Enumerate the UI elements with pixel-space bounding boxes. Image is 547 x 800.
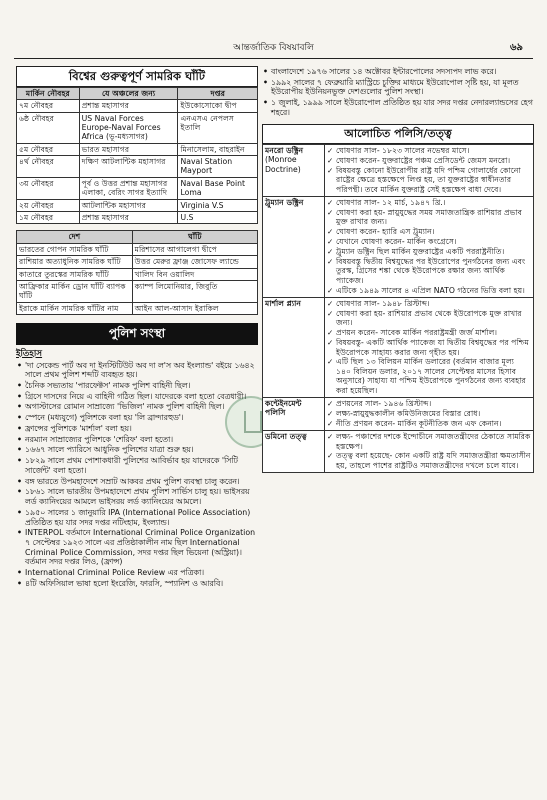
table-cell: Naval Station Mayport <box>178 156 258 178</box>
list-item: • ১৮৬১ সালে ভারতীয় উপমহাদেশে প্রথম পুলিশ সার্ভিস চালু হয়। ভাইসরয় লর্ড ক্যানিংয়ের আমলে ভাইসরয় লর্ড ক্যানিংয়ের আমলে। <box>16 487 258 506</box>
policy-points <box>327 146 531 194</box>
country-bases-table <box>16 230 258 315</box>
table-cell: Naval Base Point Loma <box>178 177 258 199</box>
policy-point: ✓ বিষয়বস্তু- একটি আর্থিক প্যাকেজ যা দ্বিতীয় বিশ্বযুদ্ধের পর পশ্চিম ইউরোপকে সাহায্য করার জন্য গৃহীত হয়। <box>327 338 531 357</box>
policy-points <box>327 399 531 428</box>
table-cell: ২য় নৌবহর <box>17 199 80 211</box>
policy-point: ✓ নীতি প্রণয়ন করেন- মার্কিন কূটনীতিক জন এফ কেনান। <box>327 419 531 428</box>
policy-name: মার্শাল প্ল্যান <box>265 298 301 308</box>
table-row <box>17 177 258 199</box>
table-row <box>17 143 258 155</box>
policy-name-cell <box>263 297 325 397</box>
policy-point: ✓ এটিকে ১৯৪৯ সালের ৪ এপ্রিল NATO গঠনের ভিত্তি বলা হয়। <box>327 286 531 295</box>
policy-point: ✓ তত্ত্ব বলা হয়েছে- কোন একটি রাষ্ট্র যদি সমাজতন্ত্রীরা ক্ষমতাসীন হয়, তাহলে পাশের রাষ্ট্রটিও সমাজতন্ত্রীদের দখলে চলে যাবে। <box>327 451 531 470</box>
policy-name: মনরো ডক্ট্রিন <box>265 145 304 155</box>
policy-row <box>263 430 534 472</box>
table-row <box>17 256 258 268</box>
list-item: • ১৬৬৭ সালে প্যারিসে আধুনিক পুলিশের যাত্রা শুরু হয়। <box>16 445 258 455</box>
policy-points-cell <box>325 397 534 430</box>
table-cell: পূর্ব ও উত্তর প্রশান্ত মহাসাগর এলাকা, বেরিং সাগর ইত্যাদি <box>79 177 178 199</box>
list-item: • অগাস্টাসের রোমান সাম্রাজ্যে 'ভিজিল' নামক পুলিশ বাহিনী ছিল। <box>16 402 258 412</box>
policy-point: ✓ লক্ষ্য- পঞ্চাশের দশকে ইন্দোচীনে সমাজতন্ত্রীদের ঠেকাতে সামরিক হস্তক্ষেপ। <box>327 432 531 451</box>
table-row <box>17 302 258 314</box>
table-row <box>17 212 258 224</box>
table-row <box>17 112 258 143</box>
table-row <box>17 199 258 211</box>
list-item: • গ্রিসে দাসদের নিয়ে এ বাহিনী গঠিত ছিল। যাদেরকে বলা হতো বেত্রধারী। <box>16 392 258 402</box>
table-cell: এনএসএ নেপলস ইতালি <box>178 112 258 143</box>
policy-point: ✓ যেখানে ঘোষণা করেন- মার্কিন কংগ্রেসে। <box>327 237 531 246</box>
policy-point: ✓ ট্রুম্যান ডক্ট্রিন ছিল মার্কিন যুক্তরাষ্ট্রের একটি পররাষ্ট্রনীতি। <box>327 247 531 256</box>
table-cell: U.S <box>178 212 258 224</box>
table-cell: মিনাসেলাম, বাহরাইন <box>178 143 258 155</box>
list-item: • ১৯৫০ সালের ১ জানুয়ারি IPA (International Police Association) প্রতিষ্ঠিত হয় যার সদর দপ্তর নটিংহাম, ইংল্যান্ড। <box>16 508 258 527</box>
policy-points-cell <box>325 297 534 397</box>
list-item: • স্পেনে (মধ্যযুগে) পুলিশকে বলা হয় 'লি ব্রান্দারহুড'। <box>16 413 258 423</box>
policy-name: কন্টেইনমেন্ট পলিসি <box>265 398 302 417</box>
list-item: • বাংলাদেশে ১৯৭৬ সালের ১৪ অক্টোবর ইন্টারপোলের সদস্যপদ লাভ করে। <box>262 67 534 77</box>
policy-subname: (Monroe Doctrine) <box>265 155 301 174</box>
policy-point: ✓ বিষয়বস্তু দ্বিতীয় বিশ্বযুদ্ধের পর ইউরোপের পুনর্গঠনের জন্য এবং তুরস্ক, গ্রিসের শঙ্কা থেকে ইউরোপকে রক্ষার জন্য আর্থিক প্যাকেজ। <box>327 257 531 285</box>
fleet-header-hq: দপ্তর <box>178 87 258 99</box>
policy-point: ✓ ঘোষণার সাল- ১২ মার্চ, ১৯৪৭ খ্রি.। <box>327 198 531 207</box>
table-cell: উত্তর মেরুর ফ্রাঞ্জ জোসেফ ল্যান্ডে <box>132 256 257 268</box>
history-heading: ইতিহাস <box>16 348 43 359</box>
table-cell: ৭ম নৌবহর <box>17 100 80 112</box>
policy-point: ✓ এটি ছিল ১৩ বিলিয়ন মার্কিন ডলারের (বর্তমান বাজার মূল্য ১৪০ বিলিয়ন ডলার, ২০১৭ সালের সেপ্টেম্বর মাসের হিসাব অনুসারে) সাহায্য যা পশ্চিম ইউরোপকে পুনর্গঠনের জন্য ব্যবহার করা হয়েছিল। <box>327 357 531 395</box>
bases-section-title: বিশ্বের গুরুত্বপূর্ণ সামরিক ঘাঁটি <box>16 66 258 87</box>
policy-point: ✓ প্রণয়ন করেন- সাবেক মার্কিন পররাষ্ট্রমন্ত্রী জর্জ মার্শাল। <box>327 328 531 337</box>
interpol-europol-list <box>262 67 534 118</box>
running-head-title: আন্তর্জাতিক বিষয়াবলি <box>233 43 314 53</box>
policy-point: ✓ ঘোষণার সাল- ১৯৪৮ খ্রিস্টাব্দ। <box>327 299 531 308</box>
policy-name-cell <box>263 196 325 297</box>
policy-row <box>263 196 534 297</box>
table-cell: ৬ষ্ঠ নৌবহর <box>17 112 80 143</box>
table-row <box>17 100 258 112</box>
table-row <box>17 280 258 302</box>
table-cell: কাতারে তুরস্কের সামরিক ঘাঁটি <box>17 268 133 280</box>
country-header-country: দেশ <box>17 231 133 243</box>
table-cell: আইন আল-আসাদ ইরাকিল <box>132 302 257 314</box>
table-row <box>17 268 258 280</box>
policy-point: ✓ ঘোষণা করেন- হ্যারি এস ট্রুম্যান। <box>327 227 531 236</box>
fleet-header-fleet: মার্কিন নৌবহর <box>17 87 80 99</box>
table-cell: ইউকোসোকো দ্বীপ <box>178 100 258 112</box>
list-item: • International Criminal Police Review এর পত্রিকা। <box>16 568 258 578</box>
table-cell: ইরাকে মার্কিন সামরিক ঘাঁটির নাম <box>17 302 133 314</box>
table-cell: ক্যাম্প লিমোনিয়ার, জিবুতি <box>132 280 257 302</box>
table-cell: প্রশান্ত মহাসাগর <box>79 100 178 112</box>
policy-points <box>327 432 531 470</box>
policy-name-cell <box>263 397 325 430</box>
table-cell: আটলান্টিক মহাসাগর <box>79 199 178 211</box>
table-cell: ভারতের গোপন সামরিক ঘাঁটি <box>17 243 133 255</box>
table-cell: ৫ম নৌবহর <box>17 143 80 155</box>
policy-name-cell <box>263 430 325 472</box>
policy-point: ✓ প্রণয়নের সাল- ১৯৪৬ খ্রিস্টাব্দ। <box>327 399 531 408</box>
table-cell: মরিশাসের আগালেগা দ্বীপে <box>132 243 257 255</box>
policy-row <box>263 397 534 430</box>
table-cell: ভারত মহাসাগর <box>79 143 178 155</box>
fleet-header-region: যে অঞ্চলের জন্য <box>79 87 178 99</box>
list-item: • ১ জুলাই, ১৯৯৯ সালে ইউরোপোল প্রতিষ্ঠিত হয় যার সদর দপ্তর নেদারল্যান্ডসের হেগ শহরে। <box>262 98 534 117</box>
list-item: • 'দা সেকেন্ড পার্ট অব দা ইনস্টিটিউট অব দা ল'স অব ইংল্যান্ড' বইয়ে ১৬৪২ সালে প্রথম পুলিশ শব্দটি ব্যবহৃত হয়। <box>16 361 258 380</box>
table-cell: ৩য় নৌবহর <box>17 177 80 199</box>
policy-row <box>263 144 534 196</box>
running-head <box>14 43 533 59</box>
policy-name: ট্রুম্যান ডক্ট্রিন <box>265 197 304 207</box>
policy-point: ✓ বিষয়বস্তু কোনো ইউরোপীয় রাষ্ট্র যদি পশ্চিম গোলার্ধের কোনো রাষ্ট্রের ক্ষেত্রে হস্তক্ষেপে লিপ্ত হয়, তা যুক্তরাষ্ট্রের স্বাধীনতার পরিপন্থী। তবে মার্কিন যুক্তরাষ্ট্র সেই হস্তক্ষেপ বাধা দেবে। <box>327 166 531 194</box>
fleet-table <box>16 87 258 225</box>
policy-point: ✓ লক্ষ্য-স্নায়ুযুদ্ধকালীন কমিউনিজমের বিস্তার রোধ। <box>327 409 531 418</box>
policy-point: ✓ ঘোষণার সাল- ১৮২৩ সালের নভেম্বর মাসে। <box>327 146 531 155</box>
table-row <box>17 156 258 178</box>
policy-point: ✓ ঘোষণা করেন- যুক্তরাষ্ট্রের পঞ্চম প্রেসিডেন্ট জেমস মনরো। <box>327 156 531 165</box>
policy-table <box>262 144 534 473</box>
policy-name: ডমিনো তত্ত্ব <box>265 431 307 441</box>
list-item: • ফ্রান্সের পুলিশকে 'মার্শাল' বলা হয়। <box>16 424 258 434</box>
list-item: • বঙ্গ ভারতে উপমহাদেশে সম্রাট আকবর প্রথম পুলিশ ব্যবস্থা চালু করেন। <box>16 477 258 487</box>
table-cell: US Naval Forces Europe-Naval Forces Africa (ভূ-মধ্যসাগর) <box>79 112 178 143</box>
list-item: • চৈনিক সভ্যতায় 'পারফেক্টস' নামক পুলিশ বাহিনী ছিল। <box>16 381 258 391</box>
table-cell: রাশিয়ার অত্যাধুনিক সামরিক ঘাঁটি <box>17 256 133 268</box>
policy-section-title: আলোচিত পলিসি/তত্ত্ব <box>262 124 534 144</box>
table-cell: ১ম নৌবহর <box>17 212 80 224</box>
list-item: • ১৮২৯ সালে প্রথম পোশাকধারী পুলিশের আবির্ভাব হয় যাদেরকে 'সিটি সার্জেন্ট' বলা হতো। <box>16 456 258 475</box>
policy-point: ✓ ঘোষণা করা হয়- রাশিয়ার প্রভাব থেকে ইউরোপকে মুক্ত রাখার জন্য। <box>327 309 531 328</box>
list-item: • INTERPOL বর্তমানে International Criminal Police Organization ৭ সেপ্টেম্বর ১৯২৩ সালে এর প্রতিষ্ঠাকালীন নাম ছিল International Criminal Police Commission, সদর দপ্তর ছিল ভিয়েনা (অস্ট্রিয়া)। বর্তমান সদর দপ্তর লিও, (ফ্রান্স) <box>16 528 258 567</box>
policy-point: ✓ ঘোষণা করা হয়- স্নায়ুযুদ্ধের সময় সমাজতান্ত্রিক রাশিয়ার প্রভাব মুক্ত রাখার জন্য। <box>327 208 531 227</box>
table-cell: Virginia V.S <box>178 199 258 211</box>
table-cell: প্রশান্ত মহাসাগর <box>79 212 178 224</box>
police-history-list <box>16 361 258 589</box>
policy-points-cell <box>325 144 534 196</box>
policy-points <box>327 198 531 295</box>
police-section-title: পুলিশ সংস্থা <box>16 323 258 344</box>
list-item: • ৪টি অফিসিয়াল ভাষা হলো ইংরেজি, ফারসি, স্প্যানিশ ও আরবি। <box>16 579 258 589</box>
country-header-base: ঘাঁটি <box>132 231 257 243</box>
policy-name-cell <box>263 144 325 196</box>
table-cell: খালিদ বিন ওয়ালিদ <box>132 268 257 280</box>
table-cell: দক্ষিণ আটলান্টিক মহাসাগর <box>79 156 178 178</box>
list-item: • ১৯৯২ সালের ৭ ফেব্রুয়ারি ম্যাস্ট্রিচে চুক্তির মাধ্যমে ইউরোপোল সৃষ্টি হয়, যা মূলত ইউরোপীয় ইউনিয়নভুক্ত দেশগুলোর পুলিশ সংস্থা। <box>262 78 534 97</box>
right-column <box>262 66 534 473</box>
left-column <box>16 66 258 590</box>
policy-points <box>327 299 531 395</box>
list-item: • নরম্যান সাম্রাজ্যের পুলিশকে 'শেরিফ' বলা হতো। <box>16 435 258 445</box>
table-cell: ৪র্থ নৌবহর <box>17 156 80 178</box>
table-row <box>17 243 258 255</box>
page-number: ৬৯ <box>510 42 523 53</box>
policy-points-cell <box>325 196 534 297</box>
policy-points-cell <box>325 430 534 472</box>
policy-row <box>263 297 534 397</box>
table-cell: আফ্রিকার মার্কিন ড্রোন ঘাঁটি ব্যাপক ঘাঁটি <box>17 280 133 302</box>
